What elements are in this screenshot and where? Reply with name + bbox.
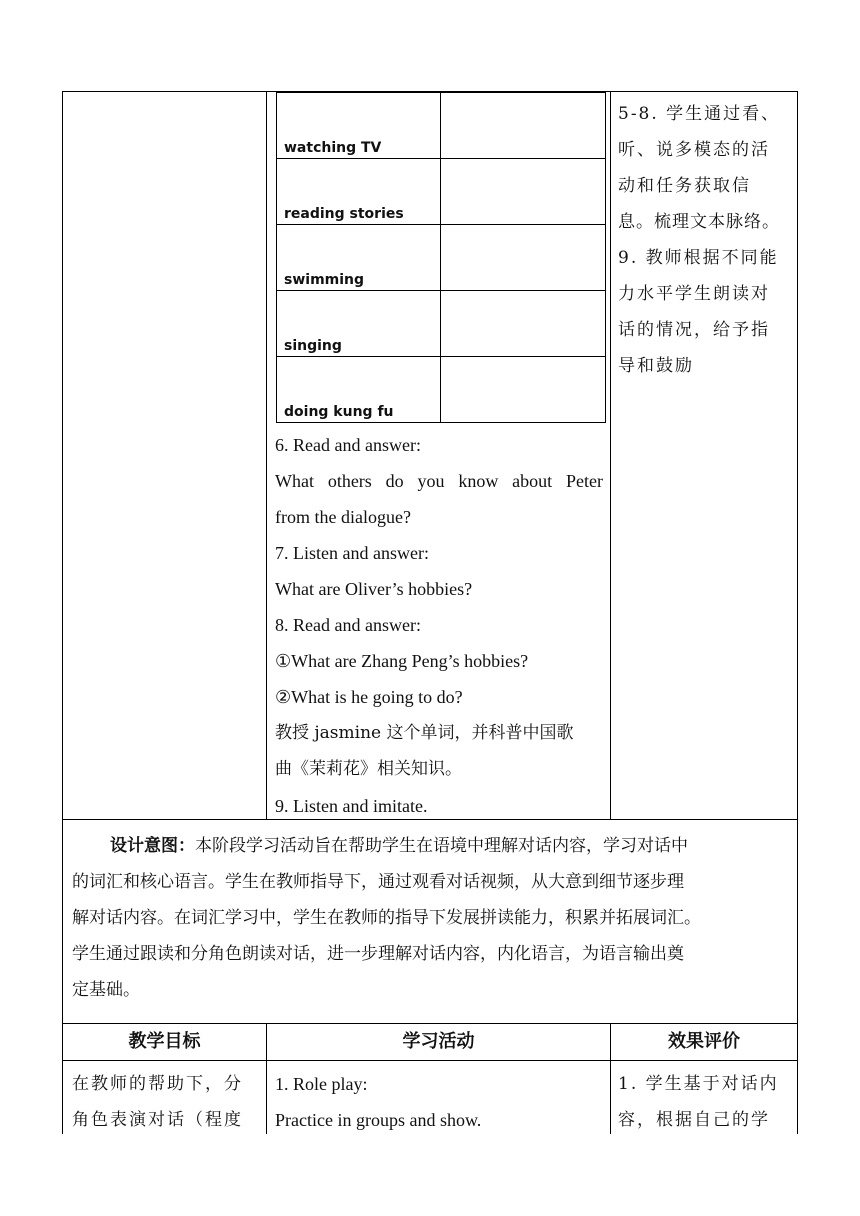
header-goal: 教学目标 [128,1031,201,1052]
column-divider-2 [610,91,611,819]
activity-9-title: 9. Listen and imitate. [275,796,428,816]
evaluation-line: 9. 教师根据不同能 [618,248,779,268]
design-top-border [62,819,798,820]
evaluation-line: 导和鼓励 [618,356,694,376]
hobby-cell: reading stories [284,206,404,222]
hobby-table-line [276,290,606,291]
hobby-table-left-border [276,92,277,422]
activity-6-text: from the dialogue? [275,507,411,527]
evaluation-line: 话的情况，给予指 [618,320,770,340]
evaluation-line: 息。梳理文本脉络。 [618,212,780,232]
header-activity: 学习活动 [402,1031,475,1052]
hobby-table-line [276,158,606,159]
activity-8-title: 8. Read and answer: [275,615,421,635]
design-intent-label: 设计意图： [110,836,195,856]
hobby-table-mid-border [440,92,441,422]
evaluation-line: 5-8. 学生通过看、 [618,104,781,124]
design-intent-text: 解对话内容。在词汇学习中，学生在教师的指导下发展拼读能力，积累并拓展词汇。 [72,908,701,928]
activity-8-question: ①What are Zhang Peng’s hobbies? [275,651,529,671]
evaluation-line: 1. 学生基于对话内 [618,1074,779,1094]
design-intent-text: 的词汇和核心语言。学生在教师指导下，通过观看对话视频，从大意到细节逐步理 [72,872,684,892]
goal-text: 角色表演对话（程度 [72,1110,243,1130]
table-right-border [797,91,798,1134]
hobby-table-line [276,92,606,93]
evaluation-line: 容，根据自己的学 [618,1110,770,1130]
design-intent-text: 学生通过跟读和分角色朗读对话，进一步理解对话内容，内化语言，为语言输出奠 [72,944,684,964]
evaluation-line: 听、说多模态的活 [618,140,770,160]
hobby-cell: doing kung fu [284,404,394,420]
header-evaluation: 效果评价 [668,1031,740,1052]
hobby-cell: singing [284,338,342,354]
goal-text: 在教师的帮助下，分 [72,1074,243,1094]
hobby-table-line [276,422,606,423]
activity-6-text: What others do you know about Peter [275,471,603,491]
activity-8-note: 曲《茉莉花》相关知识。 [275,759,462,779]
hobby-table-right-border [605,92,606,422]
hobby-table-line [276,224,606,225]
evaluation-line: 力水平学生朗读对 [618,284,770,304]
design-intent-text: 本阶段学习活动旨在帮助学生在语境中理解对话内容，学习对话中 [195,836,688,856]
hobby-cell: watching TV [284,140,382,156]
evaluation-text [618,96,790,384]
role-play-text: Practice in groups and show. [275,1110,482,1130]
header-bottom-border [62,1060,798,1061]
design-intent [72,828,790,1008]
activity-8-question: ②What is he going to do? [275,687,463,707]
activity-6-title: 6. Read and answer: [275,435,421,455]
evaluation-line: 动和任务获取信 [618,176,751,196]
role-play-title: 1. Role play: [275,1074,368,1094]
table-left-border [62,91,63,1134]
activity-7-title: 7. Listen and answer: [275,543,429,563]
activity-7-text: What are Oliver’s hobbies? [275,579,473,599]
activity-8-note: 教授 jasmine 这个单词，并科普中国歌 [275,723,574,743]
hobby-cell: swimming [284,272,365,288]
hobby-table-line [276,356,606,357]
design-intent-text: 定基础。 [72,980,140,1000]
column-divider-1 [266,91,267,819]
